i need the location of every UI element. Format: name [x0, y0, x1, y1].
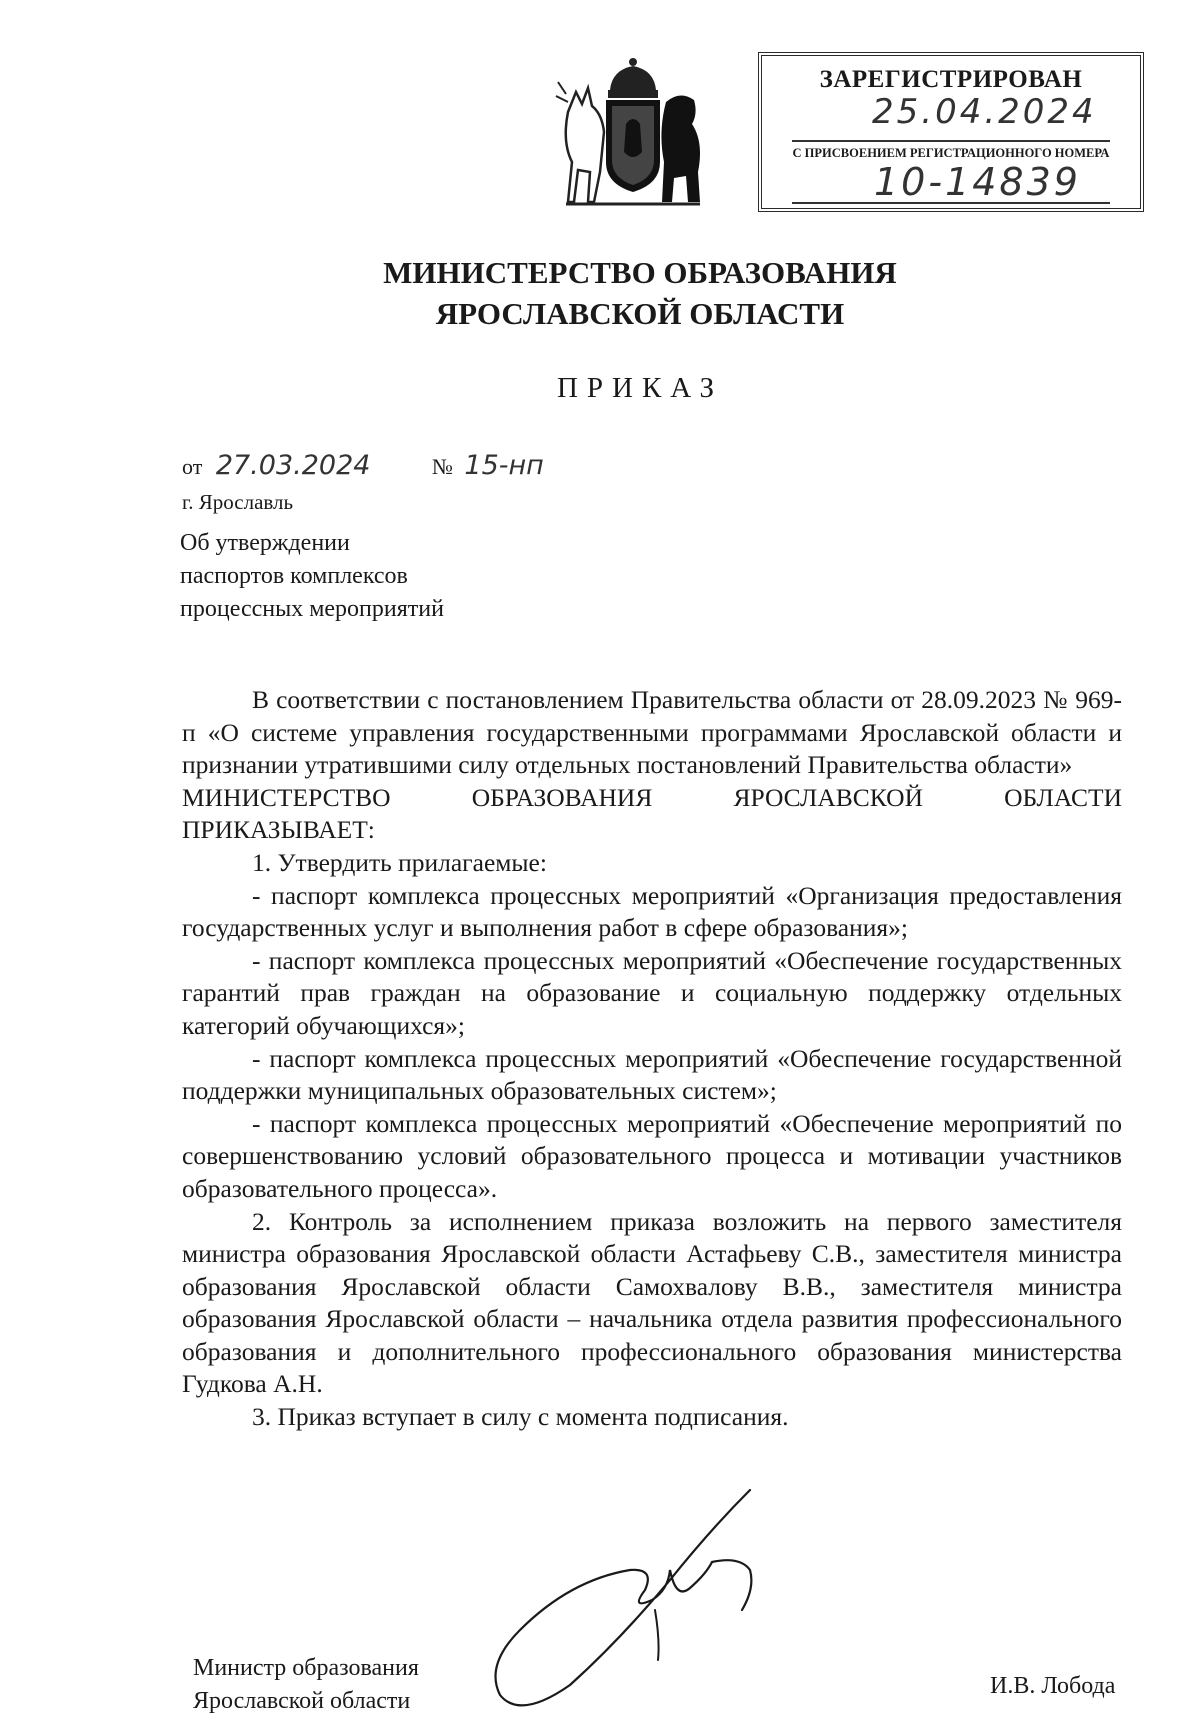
stamp-title: ЗАРЕГИСТРИРОВАН	[819, 66, 1083, 93]
signatory-position-line: Министр образования	[193, 1655, 419, 1681]
handwritten-signature	[480, 1470, 780, 1719]
date-prefix: от	[182, 454, 203, 479]
passport-item: - паспорт комплекса процессных мероприятий «Обеспечение мероприятий по совершенствованию условий образовательного процесса и мотивации участников образовательного процесса».	[182, 1108, 1122, 1203]
subject-line: паспортов комплексов	[180, 563, 408, 589]
preamble-paragraph: В соответствии с постановлением Правительства области от 28.09.2023 № 969-п «О системе управления государственными программами Ярославской области и признании утратившими силу отдельных постановлений Правительства области»	[182, 685, 1122, 780]
org-name-line1: МИНИСТЕРСТВО ОБРАЗОВАНИЯ	[383, 255, 897, 290]
document-body	[182, 684, 1122, 1434]
stamp-registration-number: 10-14839	[874, 160, 1081, 204]
document-date: 27.03.2024	[215, 450, 371, 481]
document-number: 15-нп	[464, 450, 544, 481]
city: г. Ярославль	[182, 490, 294, 514]
stamp-registration-date: 25.04.2024	[872, 92, 1097, 132]
subject-line: процессных мероприятий	[180, 596, 444, 622]
stamp-divider	[792, 202, 1110, 204]
number-prefix: №	[431, 454, 453, 479]
stamp-divider	[792, 140, 1110, 142]
signatory-position	[193, 1652, 419, 1718]
date-number-line	[182, 450, 544, 481]
signatory-position-line: Ярославской области	[193, 1688, 411, 1714]
orders-word: ПРИКАЗЫВАЕТ:	[182, 815, 375, 845]
coat-of-arms-emblem	[548, 52, 718, 212]
stamp-caption: С ПРИСВОЕНИЕМ РЕГИСТРАЦИОННОГО НОМЕРА	[792, 146, 1110, 160]
document-type: ПРИКАЗ	[556, 372, 724, 404]
signatory-name: И.В. Лобода	[990, 1673, 1116, 1699]
passport-item: - паспорт комплекса процессных мероприятий «Организация предоставления государственных услуг и выполнения работ в сфере образования»;	[182, 880, 1122, 943]
order-item-2: 2. Контроль за исполнением приказа возложить на первого заместителя министра образования Ярославской области Астафьеву С.В., заместителя министра образования Ярославской области Самохвалову В.В., заместителя министра образования Ярославской области – начальника отдела развития профессионального образования и дополнительного профессионального образования министерства Гудкова А.Н.	[182, 1206, 1122, 1399]
registration-stamp	[758, 52, 1144, 212]
passport-item: - паспорт комплекса процессных мероприятий «Обеспечение государственной поддержки муниципальных образовательных систем»;	[182, 1043, 1122, 1106]
passport-item: - паспорт комплекса процессных мероприятий «Обеспечение государственных гарантий прав граждан на образование и социальную поддержку отдельных категорий обучающихся»;	[182, 945, 1122, 1040]
order-item-3: 3. Приказ вступает в силу с момента подписания.	[252, 1402, 789, 1432]
subject-line: Об утверждении	[180, 530, 350, 556]
ministry-name: МИНИСТЕРСТВО ОБРАЗОВАНИЯ ЯРОСЛАВСКОЙ ОБЛАСТИ	[182, 782, 1122, 812]
order-item-1: 1. Утвердить прилагаемые:	[252, 847, 547, 877]
org-name-line2: ЯРОСЛАВСКОЙ ОБЛАСТИ	[435, 296, 845, 331]
